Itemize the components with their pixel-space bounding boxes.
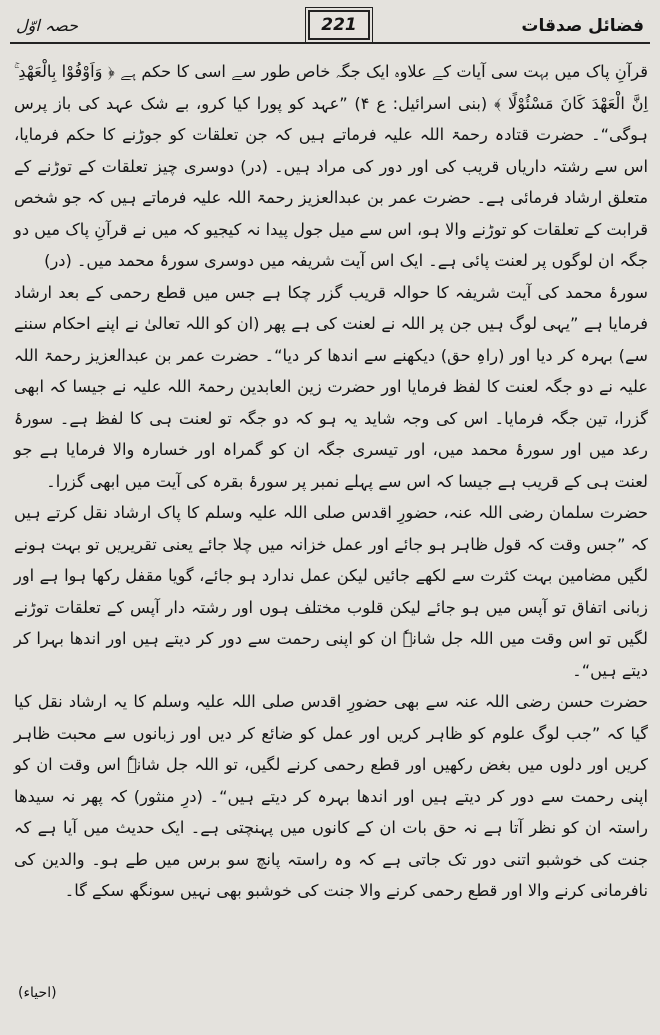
section-label: حصہ اوّل xyxy=(16,16,79,35)
paragraph-2: سورۂ محمد کی آیت شریفہ کا حوالہ قریب گزر چکا ہے جس میں قطع رحمی کے بعد ارشاد فرمایا ہے ”یہی لوگ ہیں جن پر اللہ نے لعنت کی ہے پھر (ان کو اللہ تعالیٰ نے اپنے احکام سننے سے) بہرہ کر دیا اور (راہِ حق) دیکھنے سے اندھا کر دیا“۔ حضرت عمر بن عبدالعزیز رحمۃ اللہ علیہ نے دو جگہ لعنت کا لفظ فرمایا اور حضرت زین العابدین رحمۃ اللہ علیہ نے جیسا کہ ابھی گزرا، تین جگہ فرمایا۔ اس کی وجہ شاید یہ ہو کہ دو جگہ تو لعنت ہی کا لفظ ہے۔ سورۂ رعد میں اور سورۂ محمد میں، اور تیسری جگہ ان کو گمراہ اور خسارہ والا فرمایا ہے جو لعنت ہی کے قریب ہے جیسا کہ اس سے پہلے نمبر پر سورۂ بقرہ کی آیت میں ابھی گزرا۔ xyxy=(14,282,648,491)
source-reference: (احیاء) xyxy=(18,985,57,1001)
paragraph-4: حضرت حسن رضی اللہ عنہ سے بھی حضورِ اقدس صلی اللہ علیہ وسلم کا یہ ارشاد نقل کیا گیا کہ ”جب لوگ علوم کو ظاہر کریں اور عمل کو ضائع کر دیں اور زبانوں سے محبت ظاہر کریں اور دلوں میں بغض رکھیں اور قطع رحمی کرنے لگیں، تو اللہ جل شانہٗ اس وقت ان کو اپنی رحمت سے دور کر دیتے ہیں اور اندھا بہرہ کر دیتے ہیں“۔ (درِ منثور) کہ پھر نہ سیدھا راستہ ان کو نظر آتا ہے نہ حق بات ان کے کانوں میں پہنچتی ہے۔ ایک حدیث میں آیا ہے کہ جنت کی خوشبو اتنی دور تک جاتی ہے کہ وہ راستہ پانچ سو برس میں طے ہو۔ والدین کی نافرمانی کرنے والا اور قطع رحمی کرنے والا جنت کی خوشبو بھی نہیں سونگھ سکے گا۔ xyxy=(14,692,648,900)
page-body xyxy=(14,56,648,907)
paragraph-1: قرآنِ پاک میں بہت سی آیات کے علاوہ ایک جگہ خاص طور سے اسی کا حکم ہے ﴿ وَاَوْفُوْا بِالْعَهْدِ ۚ اِنَّ الْعَهْدَ كَانَ مَسْئُوْلًا ﴾ (بنی اسرائیل: ع ۴) ”عہد کو پورا کیا کرو، بے شک عہد کی باز پرس ہوگی“۔ حضرت قتادہ رحمۃ اللہ علیہ فرماتے ہیں کہ جن تعلقات کو جوڑنے کا حکم فرمایا، اس سے رشتہ داریاں قریب کی اور دور کی مراد ہیں۔ (در) دوسری چیز تعلقات کے توڑنے کے متعلق ارشاد فرمائی ہے۔ حضرت عمر بن عبدالعزیز رحمۃ اللہ علیہ فرماتے ہیں کہ جو شخص قرابت کے تعلقات کو توڑنے والا ہو، اس سے میل جول پیدا نہ کیجیو کہ میں نے قرآنِ پاک میں دو جگہ ان لوگوں پر لعنت پائی ہے۔ ایک اس آیت شریفہ میں دوسری سورۂ محمد میں۔ (در) xyxy=(14,62,649,270)
paragraph-3: حضرت سلمان رضی اللہ عنہ، حضورِ اقدس صلی اللہ علیہ وسلم کا پاک ارشاد نقل کرتے ہیں کہ ”جس وقت کہ قول ظاہر ہو جائے اور عمل خزانہ میں چلا جائے یعنی تقریریں تو بہت ہونے لگیں مضامین بہت کثرت سے لکھے جائیں لیکن عمل ندارد ہو جائے، گویا مقفل رکھا ہوا ہے اور زبانی اتفاق تو آپس میں ہو جائے لیکن قلوب مختلف ہوں اور رشتہ دار آپس کے تعلقات توڑنے لگیں تو اس وقت میں اللہ جل شانہٗ ان کو اپنی رحمت سے دور کر دیتے ہیں اور اندھا بہرا کر دیتے ہیں“۔ xyxy=(14,503,648,680)
page-number: 221 xyxy=(308,10,370,40)
book-title: فضائل صدقات xyxy=(521,16,644,36)
page-header xyxy=(12,10,648,46)
header-divider xyxy=(10,42,650,44)
